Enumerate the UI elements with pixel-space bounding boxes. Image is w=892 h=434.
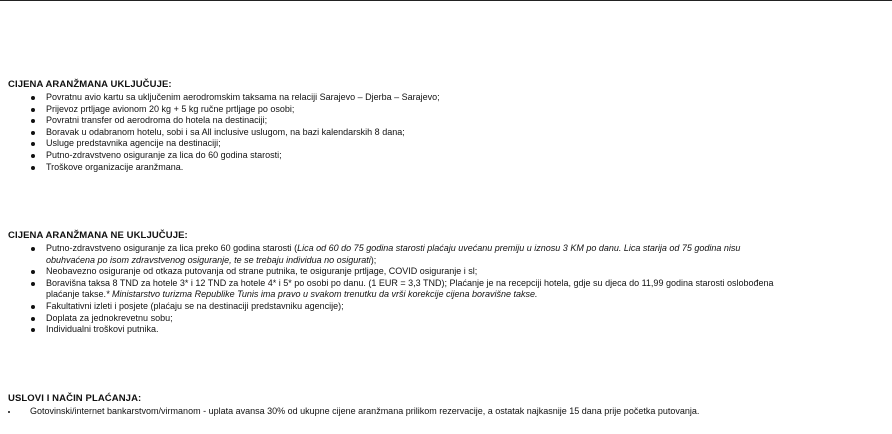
list-item: Fakultativni izleti i posjete (plaćaju se na destinaciji predstavniku agencije); [8,301,886,313]
list-item: Doplata za jednokrevetnu sobu; [8,313,886,325]
payment-list [8,406,886,418]
list-item: Gotovinski/internet bankarstvom/virmanom - uplata avansa 30% od ukupne cijene aranžmana prilikom rezervacije, a ostatak najkasnije 15 dana prije početka putovanja. [8,406,886,418]
list-item-tax: Boravišna taksa 8 TND za hotele 3* i 12 TND za hotele 4* i 5* po osobi po danu. (1 EUR = 3,3 TND); Plaćanje je na recepciji hotela, gdje su djeca do 11,99 godina starosti oslobođena plaćanje takse.* Ministarstvo turizma Republike Tunis ima pravo u svakom trenutku da vrši korekcije cijena boravišne takse. [8,278,886,301]
payment-heading: USLOVI I NAČIN PLAĆANJA: [8,393,142,404]
bullet-icon [31,154,35,158]
list-item: Boravak u odabranom hotelu, sobi i sa All inclusive uslugom, na bazi kalendarskih 8 dana; [8,127,886,139]
list-item-cancellation: Neobavezno osiguranje od otkaza putovanja od strane putnika, te osiguranje prtljage, COVID osiguranje i sl; [8,266,886,278]
list-item-insurance: Putno-zdravstveno osiguranje za lica preko 60 godina starosti (Lica od 60 do 75 godina starosti plaćaju uvećanu premiju u iznosu 3 KM po danu. Lica starija od 75 godina nisu obuhvaćena po isom zdravstvenog osiguranje, te se trebaju individua no osigurati); [8,243,886,266]
bullet-icon [31,305,35,309]
bullet-icon [31,96,35,100]
list-item: Troškove organizacije aranžmana. [8,162,886,174]
list-item: Putno-zdravstveno osiguranje za lica do 60 godina starosti; [8,150,886,162]
bullet-icon [31,142,35,146]
bullet-icon [31,247,35,251]
excludes-heading: CIJENA ARANŽMANA NE UKLJUČUJE: [8,230,188,241]
includes-list [8,92,886,173]
bullet-icon [31,119,35,123]
list-item: Prijevoz prtljage avionom 20 kg + 5 kg ručne prtljage po osobi; [8,104,886,116]
list-item: Usluge predstavnika agencije na destinaciji; [8,138,886,150]
bullet-icon [31,166,35,170]
bullet-icon [31,270,35,274]
excludes-section [8,230,886,336]
list-item: Individualni troškovi putnika. [8,324,886,336]
includes-heading: CIJENA ARANŽMANA UKLJUČUJE: [8,79,172,90]
bullet-icon [31,108,35,112]
includes-section [8,79,886,173]
list-item: Povratnu avio kartu sa uključenim aerodromskim taksama na relaciji Sarajevo – Djerba – Sarajevo; [8,92,886,104]
bullet-icon [31,282,35,286]
payment-section [8,393,886,418]
excludes-list [8,243,886,336]
bullet-icon [31,328,35,332]
bullet-icon [31,131,35,135]
bullet-icon [31,317,35,321]
bullet-icon [8,411,10,413]
list-item: Povratni transfer od aerodroma do hotela na destinaciji; [8,115,886,127]
